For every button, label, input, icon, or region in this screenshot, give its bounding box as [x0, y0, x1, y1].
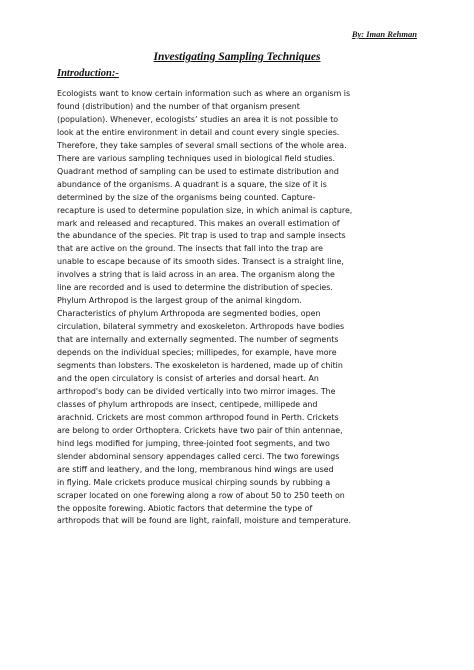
- paragraph-line: arthropods that will be found are light, rainfall, moisture and temperature.: [57, 516, 351, 526]
- paragraph-line: the abundance of the species. Pit trap is used to trap and sample insects: [57, 231, 346, 241]
- paragraph-line: abundance of the organisms. A quadrant is a square, the size of it is: [57, 179, 327, 189]
- paragraph-line: Characteristics of phylum Arthropoda are segmented bodies, open: [57, 309, 321, 319]
- paragraph-line: Ecologists want to know certain information such as where an organism is: [57, 89, 351, 98]
- paragraph-line: are belong to order Orthoptera. Crickets have two pair of thin antennae,: [57, 425, 343, 435]
- paragraph-line: look at the entire environment in detail and count every single species.: [57, 127, 340, 137]
- paragraph-line: arachnid. Crickets are most common arthropod found in Perth. Crickets: [57, 412, 339, 422]
- paragraph-line: recapture is used to determine population size, in which animal is capture,: [57, 205, 353, 215]
- paragraph-line: classes of phylum arthropods are insect, centipede, millipede and: [57, 399, 318, 409]
- paragraph-line: segments than lobsters. The exoskeleton is hardened, made up of chitin: [57, 361, 343, 371]
- author-line: By: Iman Rehman: [351, 29, 417, 39]
- paragraph-line: that are internally and externally segmented. The number of segments: [57, 335, 339, 345]
- paragraph-line: determined by the size of the organisms being counted. Capture-: [57, 192, 316, 202]
- paragraph-line: (population). Whenever, ecologists’ studies an area it is not possible to: [57, 114, 339, 124]
- paragraph-line: unable to escape because of its smooth sides. Transect is a straight line,: [57, 257, 344, 267]
- paragraph-line: are stiff and leathery, and the long, membranous hind wings are used: [57, 464, 334, 474]
- paragraph-line: arthropod's body can be divided vertically into two mirror images. The: [57, 386, 336, 396]
- paragraph-line: There are various sampling techniques used in biological field studies.: [57, 153, 335, 163]
- paragraph-line: line are recorded and is used to determine the distribution of species.: [57, 283, 333, 293]
- introduction-paragraph: [57, 88, 427, 528]
- paragraph-line: scraper located on one forewing along a row of about 50 to 250 teeth on: [57, 490, 345, 500]
- paragraph-line: depends on the individual species; millipedes, for example, have more: [57, 348, 337, 358]
- paragraph-line: mark and released and recaptured. This makes an overall estimation of: [57, 218, 340, 228]
- paragraph-line: in flying. Male crickets produce musical chirping sounds by rubbing a: [57, 477, 331, 487]
- paragraph-line: involves a string that is laid across in an area. The organism along the: [57, 270, 335, 280]
- paragraph-line: circulation, bilateral symmetry and exoskeleton. Arthropods have bodies: [57, 322, 345, 332]
- document-title: Investigating Sampling Techniques: [153, 51, 321, 63]
- paragraph-line: hind legs modified for jumping, three-jointed foot segments, and two: [57, 438, 330, 448]
- paragraph-line: that are active on the ground. The insects that fall into the trap are: [57, 244, 323, 254]
- paragraph-line: Therefore, they take samples of several small sections of the whole area.: [57, 140, 347, 150]
- paragraph-line: found (distribution) and the number of that organism present: [57, 101, 300, 111]
- paragraph-line: and the open circulatory is consist of arteries and dorsal heart. An: [57, 373, 319, 383]
- paragraph-line: slender abdominal sensory appendages called cerci. The two forewings: [57, 451, 340, 461]
- paragraph-line: Quadrant method of sampling can be used to estimate distribution and: [57, 166, 339, 176]
- paragraph-line: the opposite forewing. Abiotic factors that determine the type of: [57, 503, 313, 513]
- section-heading-introduction: Introduction:-: [57, 68, 119, 79]
- paragraph-line: Phylum Arthropod is the largest group of the animal kingdom.: [57, 296, 302, 306]
